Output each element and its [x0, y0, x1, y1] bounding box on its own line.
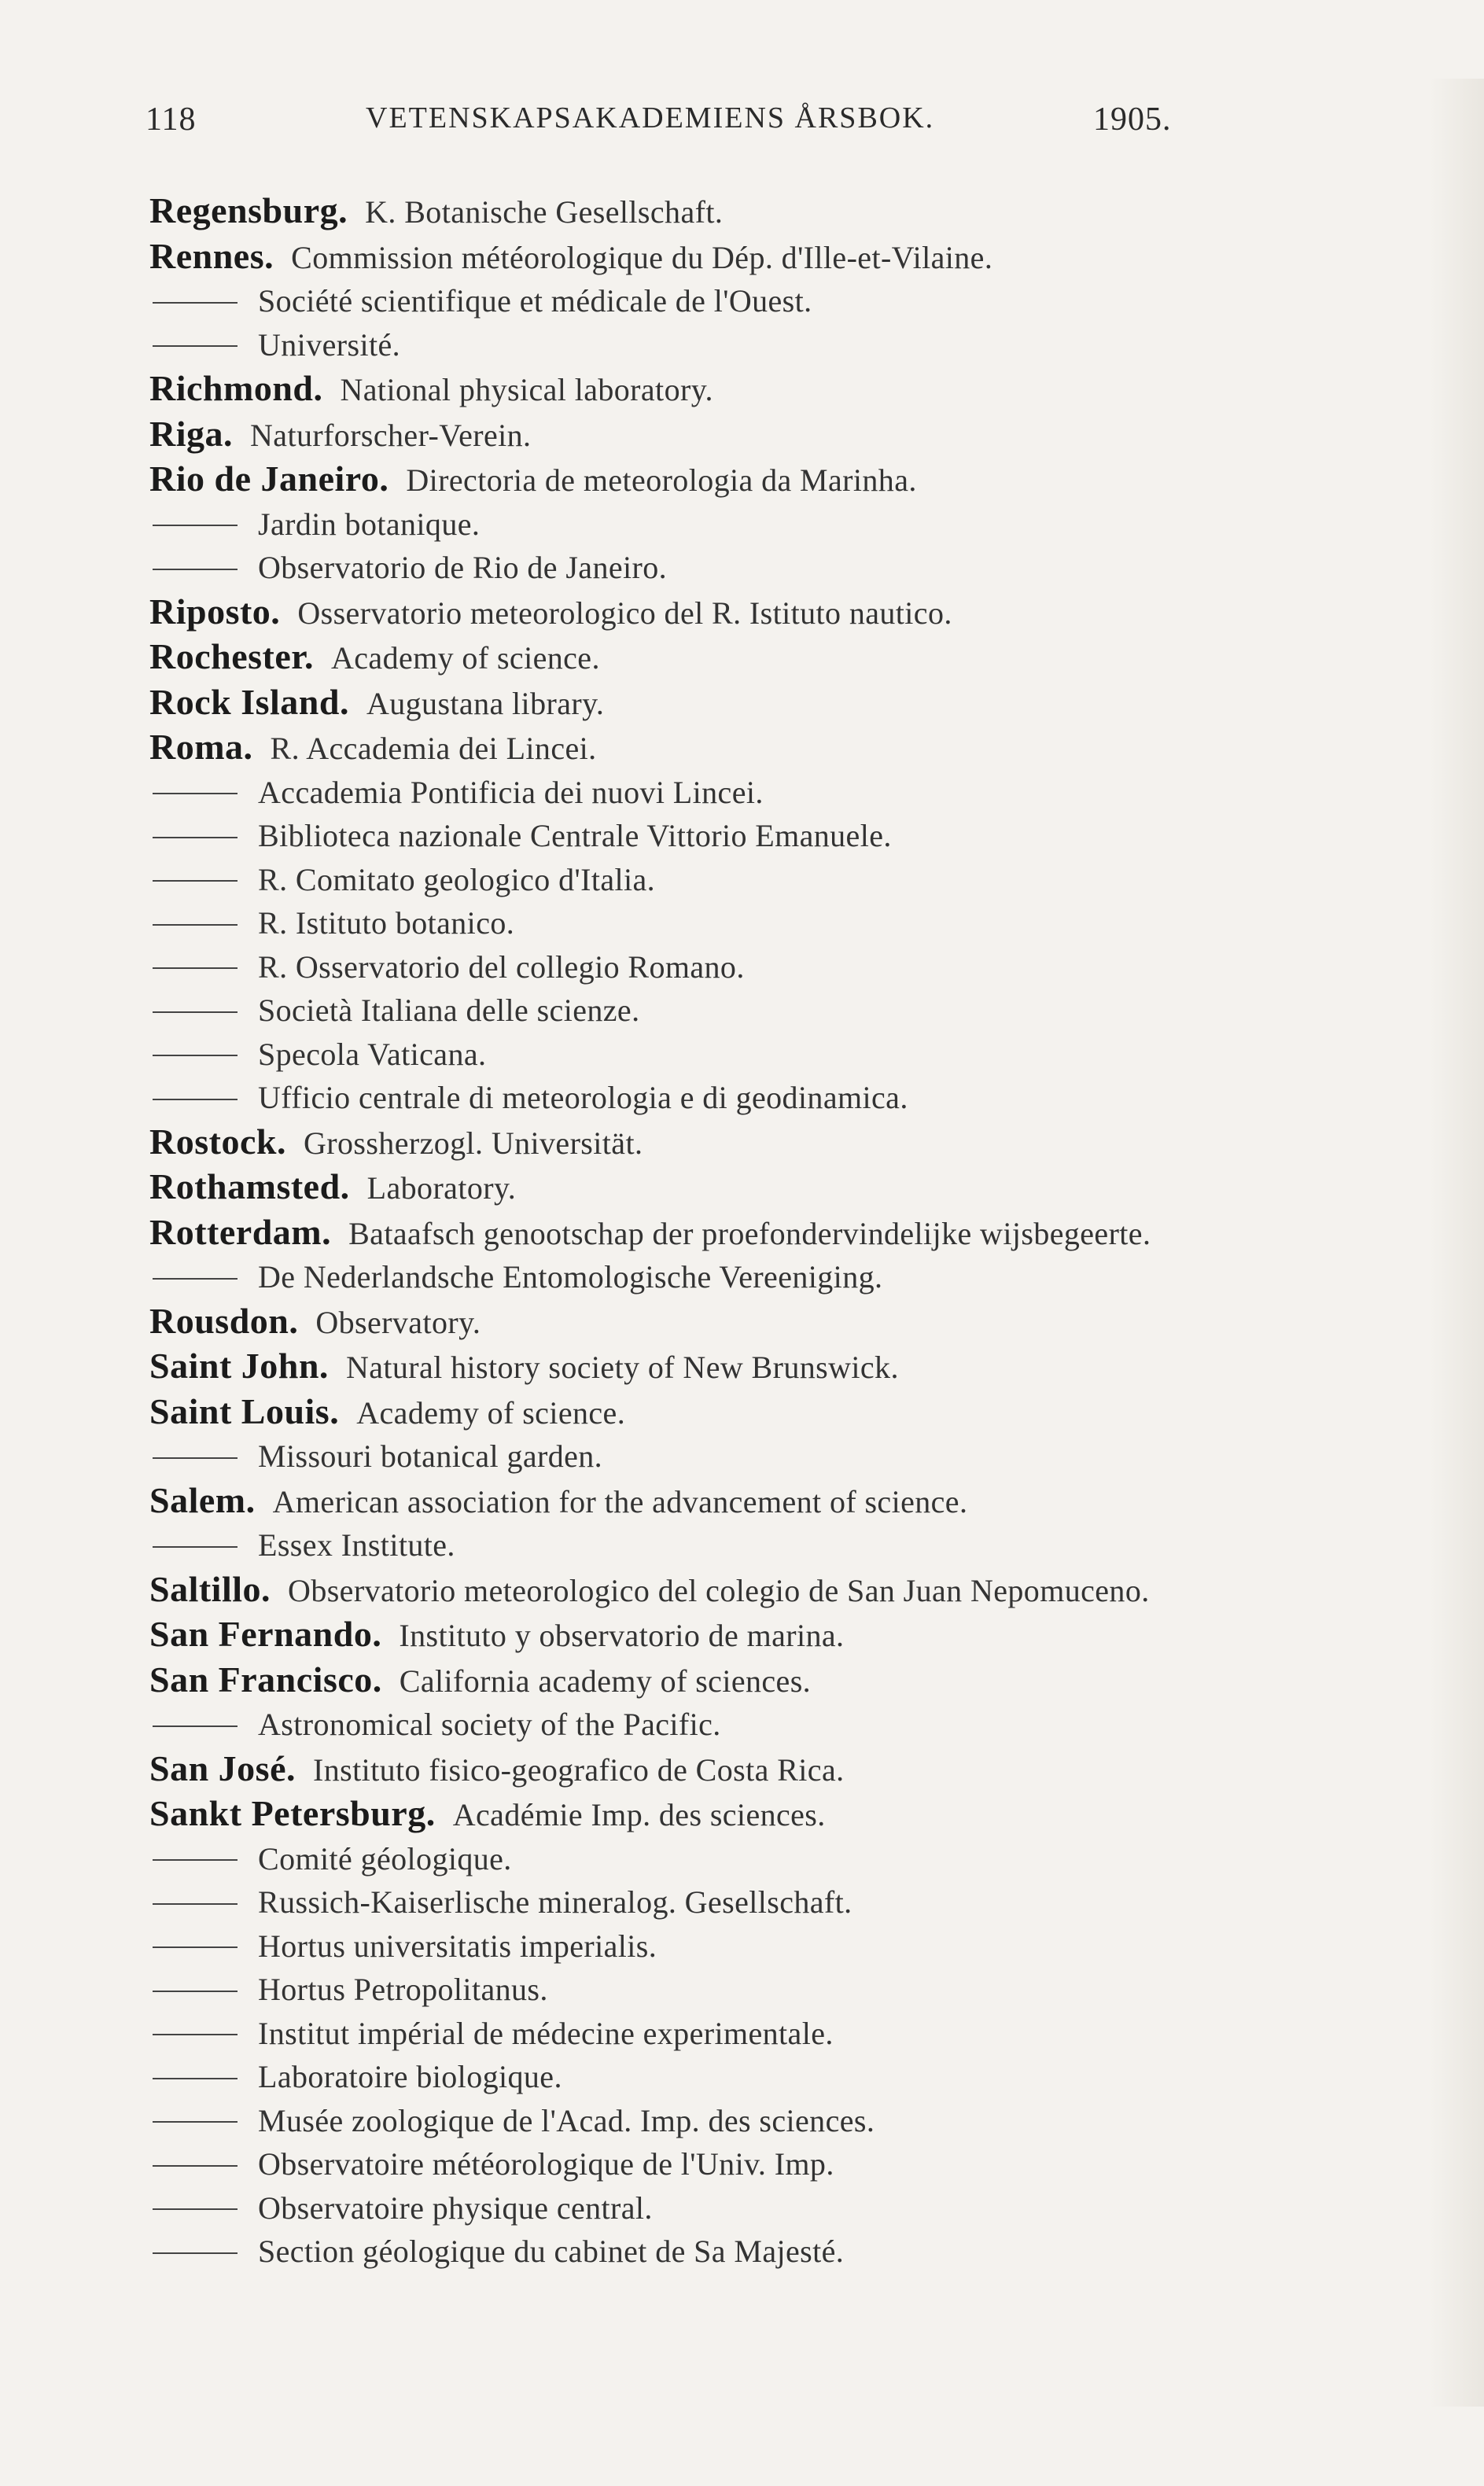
list-item [149, 771, 1408, 815]
list-item [149, 1255, 1408, 1299]
list-item [149, 1747, 1408, 1792]
city-name: Rothamsted. [149, 1166, 350, 1206]
list-item [149, 989, 1408, 1033]
ditto-dash [153, 2121, 238, 2123]
list-item [149, 457, 1408, 503]
list-item [149, 2142, 1408, 2186]
list-item [149, 1523, 1408, 1567]
list-item [149, 680, 1408, 726]
institution-name: Natural history society of New Brunswick. [345, 1350, 899, 1385]
ditto-dash [153, 1099, 238, 1100]
list-item [149, 1033, 1408, 1077]
institution-name: Comité géologique. [258, 1840, 512, 1876]
list-item [149, 2099, 1408, 2143]
institution-name: R. Osservatorio del collegio Romano. [258, 948, 745, 985]
institution-name: Academy of science. [330, 640, 600, 676]
institution-name: National physical laboratory. [340, 372, 713, 407]
ditto-dash [153, 1011, 238, 1013]
institution-name: Essex Institute. [258, 1527, 455, 1563]
ditto-dash [153, 2034, 238, 2035]
institution-name: Observatorio de Rio de Janeiro. [258, 550, 668, 585]
list-item [149, 1837, 1408, 1881]
list-item [149, 1210, 1408, 1256]
list-item [149, 858, 1408, 902]
list-item [149, 590, 1408, 635]
list-item [149, 279, 1408, 323]
ditto-dash [153, 345, 238, 347]
institution-name: Società Italiana delle scienze. [258, 993, 640, 1028]
institution-name: R. Istituto botanico. [258, 905, 515, 941]
city-name: Rock Island. [149, 681, 349, 722]
institution-name: Instituto fisico-geografico de Costa Rica. [312, 1751, 845, 1788]
institution-name: Jardin botanique. [258, 506, 481, 542]
ditto-dash [153, 1055, 238, 1056]
institution-name: Naturforscher-Verein. [250, 417, 532, 453]
running-title: VETENSKAPSAKADEMIENS ÅRSBOK. [366, 101, 935, 134]
list-item [149, 412, 1408, 458]
list-item [149, 1658, 1408, 1703]
list-item [149, 366, 1408, 412]
list-item [149, 945, 1408, 989]
institution-name: De Nederlandsche Entomologische Vereeniging. [258, 1259, 883, 1295]
list-item [149, 1120, 1408, 1166]
running-head [145, 101, 1199, 148]
institution-name: Missouri botanical garden. [258, 1438, 603, 1474]
list-item [149, 725, 1408, 771]
institution-name: Commission météorologique du Dép. d'Ille-et-Vilaine. [291, 239, 993, 275]
institution-name: Instituto y observatorio de marina. [399, 1618, 845, 1653]
city-name: Regensburg. [149, 190, 348, 230]
page-number: 118 [145, 101, 197, 138]
institution-name: Biblioteca nazionale Centrale Vittorio Emanuele. [258, 818, 892, 853]
entry-list [149, 189, 1408, 2274]
list-item [149, 1479, 1408, 1524]
institution-name: California academy of sciences. [399, 1663, 812, 1699]
list-item [149, 1792, 1408, 1837]
ditto-dash [153, 793, 238, 794]
ditto-dash [153, 2078, 238, 2079]
institution-name: Augustana library. [366, 685, 605, 721]
list-item [149, 1612, 1408, 1658]
list-item [149, 1165, 1408, 1210]
list-item [149, 1924, 1408, 1969]
city-name: San Francisco. [149, 1659, 382, 1700]
institution-name: Académie Imp. des sciences. [452, 1797, 826, 1832]
institution-name: Osservatorio meteorologico del R. Istituto nautico. [297, 595, 952, 631]
institution-name: Musée zoologique de l'Acad. Imp. des sciences. [258, 2102, 875, 2138]
city-name: Roma. [149, 727, 253, 767]
city-name: Rochester. [149, 636, 314, 676]
ditto-dash [153, 1859, 238, 1861]
ditto-dash [153, 967, 238, 969]
list-item [149, 1076, 1408, 1120]
list-item [149, 189, 1408, 234]
list-item [149, 1390, 1408, 1435]
list-item [149, 2230, 1408, 2274]
institution-name: Astronomical society of the Pacific. [258, 1707, 721, 1742]
institution-name: American association for the advancement of science. [272, 1483, 968, 1519]
list-item [149, 1435, 1408, 1479]
institution-name: R. Accademia dei Lincei. [270, 731, 597, 766]
institution-name: Academy of science. [356, 1394, 626, 1431]
city-name: Rio de Janeiro. [149, 459, 389, 499]
list-item [149, 546, 1408, 590]
ditto-dash [153, 924, 238, 926]
ditto-dash [153, 2208, 238, 2210]
list-item [149, 2055, 1408, 2099]
institution-name: Russich-Kaiserlische mineralog. Gesellschaft. [258, 1884, 852, 1920]
list-item [149, 1567, 1408, 1613]
city-name: Riga. [149, 413, 233, 454]
institution-name: Observatoire météorologique de l'Univ. Imp. [258, 2146, 834, 2182]
city-name: Salem. [149, 1479, 256, 1520]
ditto-dash [153, 1991, 238, 1992]
ditto-dash [153, 837, 238, 838]
ditto-dash [153, 2165, 238, 2167]
list-item [149, 1880, 1408, 1924]
institution-name: Institut impérial de médecine experimentale. [258, 2015, 834, 2051]
ditto-dash [153, 302, 238, 304]
institution-name: Section géologique du cabinet de Sa Majesté. [258, 2234, 845, 2269]
city-name: Rostock. [149, 1121, 286, 1162]
city-name: Rousdon. [149, 1300, 299, 1341]
city-name: San José. [149, 1748, 296, 1788]
list-item [149, 503, 1408, 547]
city-name: Saltillo. [149, 1568, 271, 1609]
institution-name: K. Botanische Gesellschaft. [365, 194, 724, 230]
institution-name: Directoria de meteorologia da Marinha. [406, 462, 917, 498]
city-name: Saint John. [149, 1346, 329, 1386]
city-name: Riposto. [149, 591, 281, 632]
institution-name: R. Comitato geologico d'Italia. [258, 861, 656, 897]
institution-name: Hortus Petropolitanus. [258, 1972, 548, 2007]
institution-name: Observatoire physique central. [258, 2190, 653, 2226]
ditto-dash [153, 1457, 238, 1459]
city-name: Richmond. [149, 368, 323, 408]
institution-name: Accademia Pontificia dei nuovi Lincei. [258, 774, 764, 810]
city-name: Rennes. [149, 235, 274, 276]
institution-name: Hortus universitatis imperialis. [258, 1928, 657, 1964]
running-year: 1905. [1093, 101, 1172, 138]
list-item [149, 1968, 1408, 2012]
institution-name: Specola Vaticana. [258, 1036, 487, 1072]
city-name: San Fernando. [149, 1614, 382, 1654]
city-name: Sankt Petersburg. [149, 1793, 436, 1833]
list-item [149, 2012, 1408, 2056]
institution-name: Observatorio meteorologico del colegio de San Juan Nepomuceno. [288, 1572, 1150, 1608]
ditto-dash [153, 1946, 238, 1948]
ditto-dash [153, 1903, 238, 1905]
list-item [149, 234, 1408, 280]
list-item [149, 814, 1408, 858]
list-item [149, 1344, 1408, 1390]
institution-name: Grossherzogl. Universität. [303, 1125, 643, 1161]
city-name: Rotterdam. [149, 1211, 332, 1252]
list-item [149, 901, 1408, 945]
list-item [149, 1299, 1408, 1345]
ditto-dash [153, 525, 238, 526]
institution-name: Laboratory. [366, 1170, 517, 1206]
list-item [149, 1703, 1408, 1747]
institution-name: Université. [258, 326, 401, 363]
ditto-dash [153, 1278, 238, 1280]
institution-name: Société scientifique et médicale de l'Ouest. [258, 283, 812, 319]
ditto-dash [153, 1725, 238, 1727]
institution-name: Laboratoire biologique. [258, 2059, 562, 2094]
institution-name: Bataafsch genootschap der proefondervindelijke wijsbegeerte. [348, 1215, 1151, 1251]
institution-name: Observatory. [315, 1304, 481, 1340]
ditto-dash [153, 2252, 238, 2254]
ditto-dash [153, 1546, 238, 1548]
list-item [149, 635, 1408, 680]
ditto-dash [153, 569, 238, 570]
city-name: Saint Louis. [149, 1390, 340, 1431]
list-item [149, 2186, 1408, 2230]
list-item [149, 323, 1408, 367]
ditto-dash [153, 880, 238, 882]
institution-name: Ufficio centrale di meteorologia e di geodinamica. [258, 1080, 908, 1115]
